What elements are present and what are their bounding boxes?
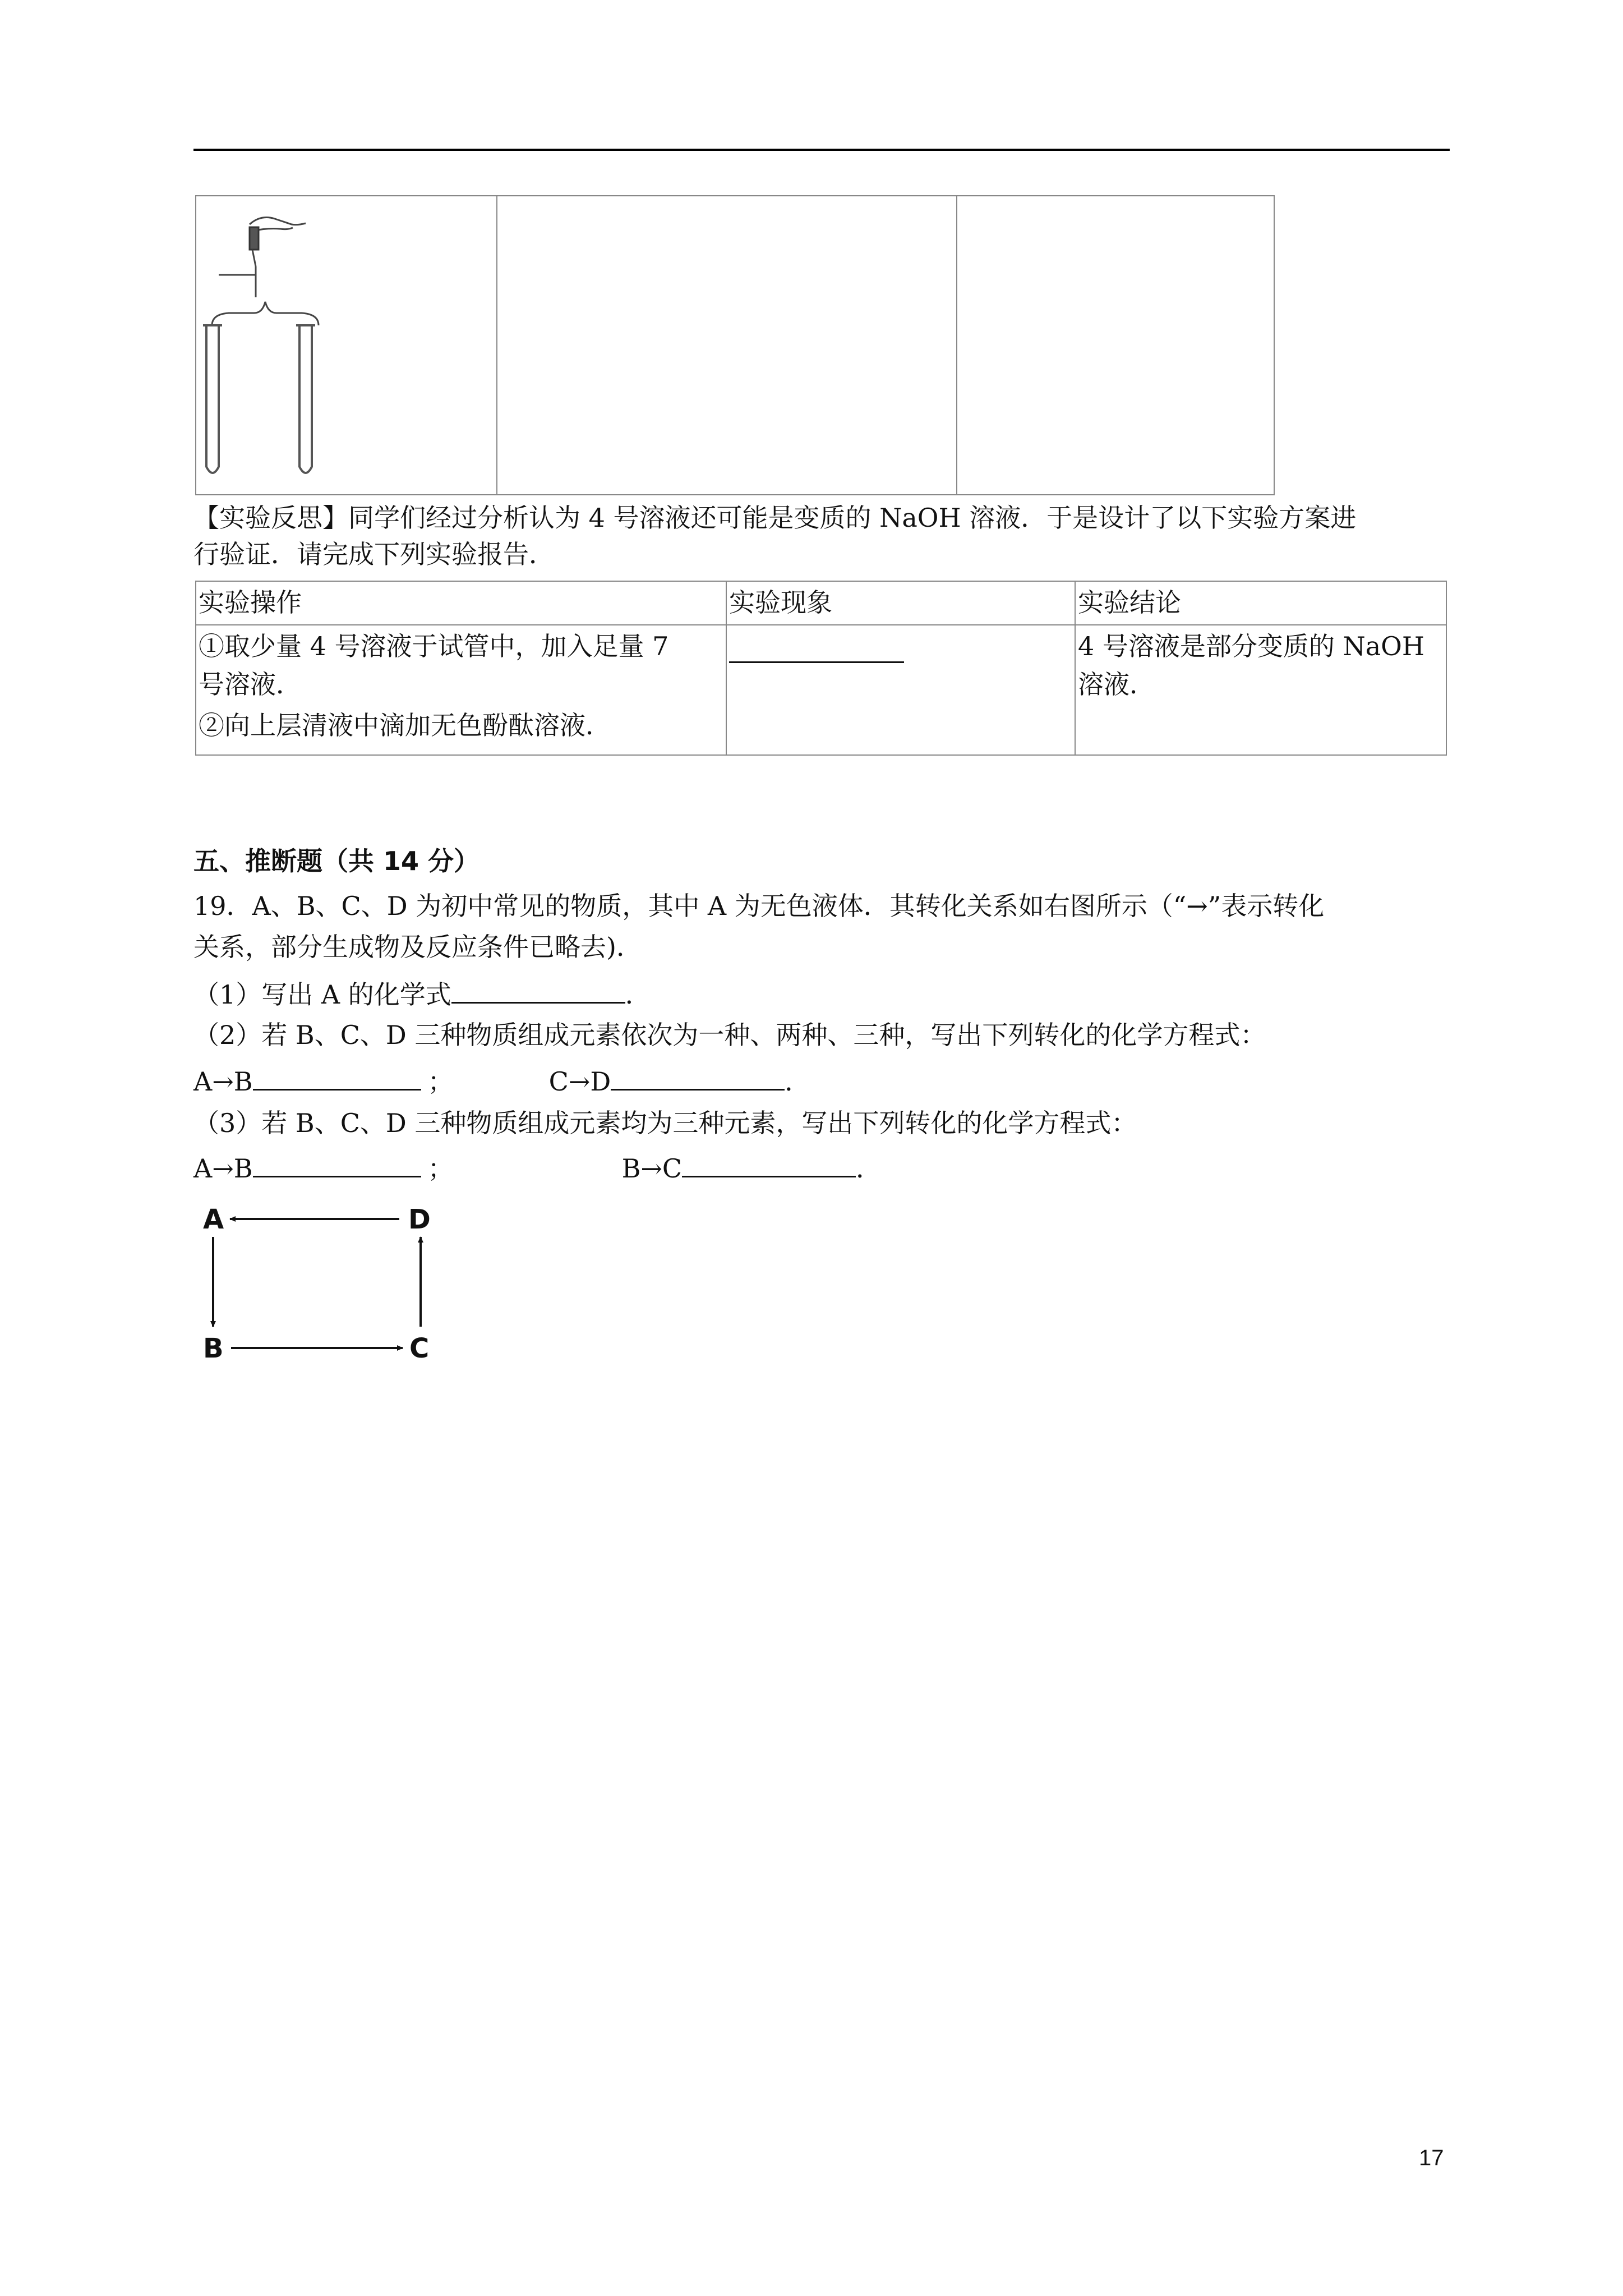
phenomenon-answer-blank[interactable] [729,661,904,663]
operation-line-1: ①取少量 4 号溶液于试管中，加入足量 7 [199,631,669,661]
experiment-report-table [195,581,1447,756]
header-rule [193,149,1450,151]
q2-period: ． [785,1066,811,1097]
header-phenomenon: 实验现象 [729,587,832,618]
page-number: 17 [1419,2146,1444,2170]
q3-answers [193,1150,882,1185]
q3-bc-answer-blank[interactable] [682,1150,856,1177]
q2-ab-label: A→B [193,1066,253,1097]
q3-ab-label: A→B [193,1153,253,1184]
q3-ab-answer-blank[interactable] [253,1150,421,1177]
q3-semicolon: ； [427,1153,454,1184]
q19-line-1: 19．A、B、C、D 为初中常见的物质，其中 A 为无色液体．其转化关系如右图所示（“→”表示转化 [193,891,1325,921]
apparatus-table [195,195,1275,495]
q2-cd-label: C→D [548,1066,611,1097]
q1-answer-blank[interactable] [451,976,625,1004]
q2-semicolon: ； [427,1066,454,1097]
test-tube-drawing [196,196,488,494]
q1-text: （1）写出 A 的化学式 [193,979,451,1010]
table-divider [726,582,727,754]
q2-answers [193,1063,810,1098]
node-b: B [203,1333,224,1364]
q1-line [193,976,651,1011]
reflection-line-2: 行验证．请完成下列实验报告． [193,539,555,569]
q3-line: （3）若 B、C、D 三种物质组成元素均为三种元素，写出下列转化的化学方程式： [193,1108,1137,1138]
q3-bc-label: B→C [621,1153,683,1184]
q2-line: （2）若 B、C、D 三种物质组成元素依次为一种、两种、三种，写出下列转化的化学方程式： [193,1020,1266,1050]
table-divider [496,196,497,494]
conclusion-line-2: 溶液． [1078,669,1155,700]
header-conclusion: 实验结论 [1078,587,1181,618]
q19-line-2: 关系，部分生成物及反应条件已略去)． [193,932,642,962]
table-divider [956,196,957,494]
q2-ab-answer-blank[interactable] [253,1063,421,1091]
node-d: D [408,1204,431,1235]
table-header-divider [196,624,1446,625]
q1-period: ． [625,979,651,1010]
header-operation: 实验操作 [199,587,302,618]
q2-cd-answer-blank[interactable] [611,1063,785,1091]
q3-period: ． [856,1153,882,1184]
reflection-line-1: 【实验反思】同学们经过分析认为 4 号溶液还可能是变质的 NaOH 溶液．于是设计了以下实验方案进 [193,503,1357,533]
node-c: C [409,1333,430,1364]
node-a: A [203,1204,224,1235]
conclusion-line-1: 4 号溶液是部分变质的 NaOH [1078,631,1425,661]
operation-line-3: ②向上层清液中滴加无色酚酞溶液． [199,710,611,740]
operation-line-2: 号溶液． [199,669,302,700]
section-title: 五、推断题（共 14 分） [193,846,480,876]
conversion-diagram [191,1189,449,1369]
table-divider [1075,582,1076,754]
